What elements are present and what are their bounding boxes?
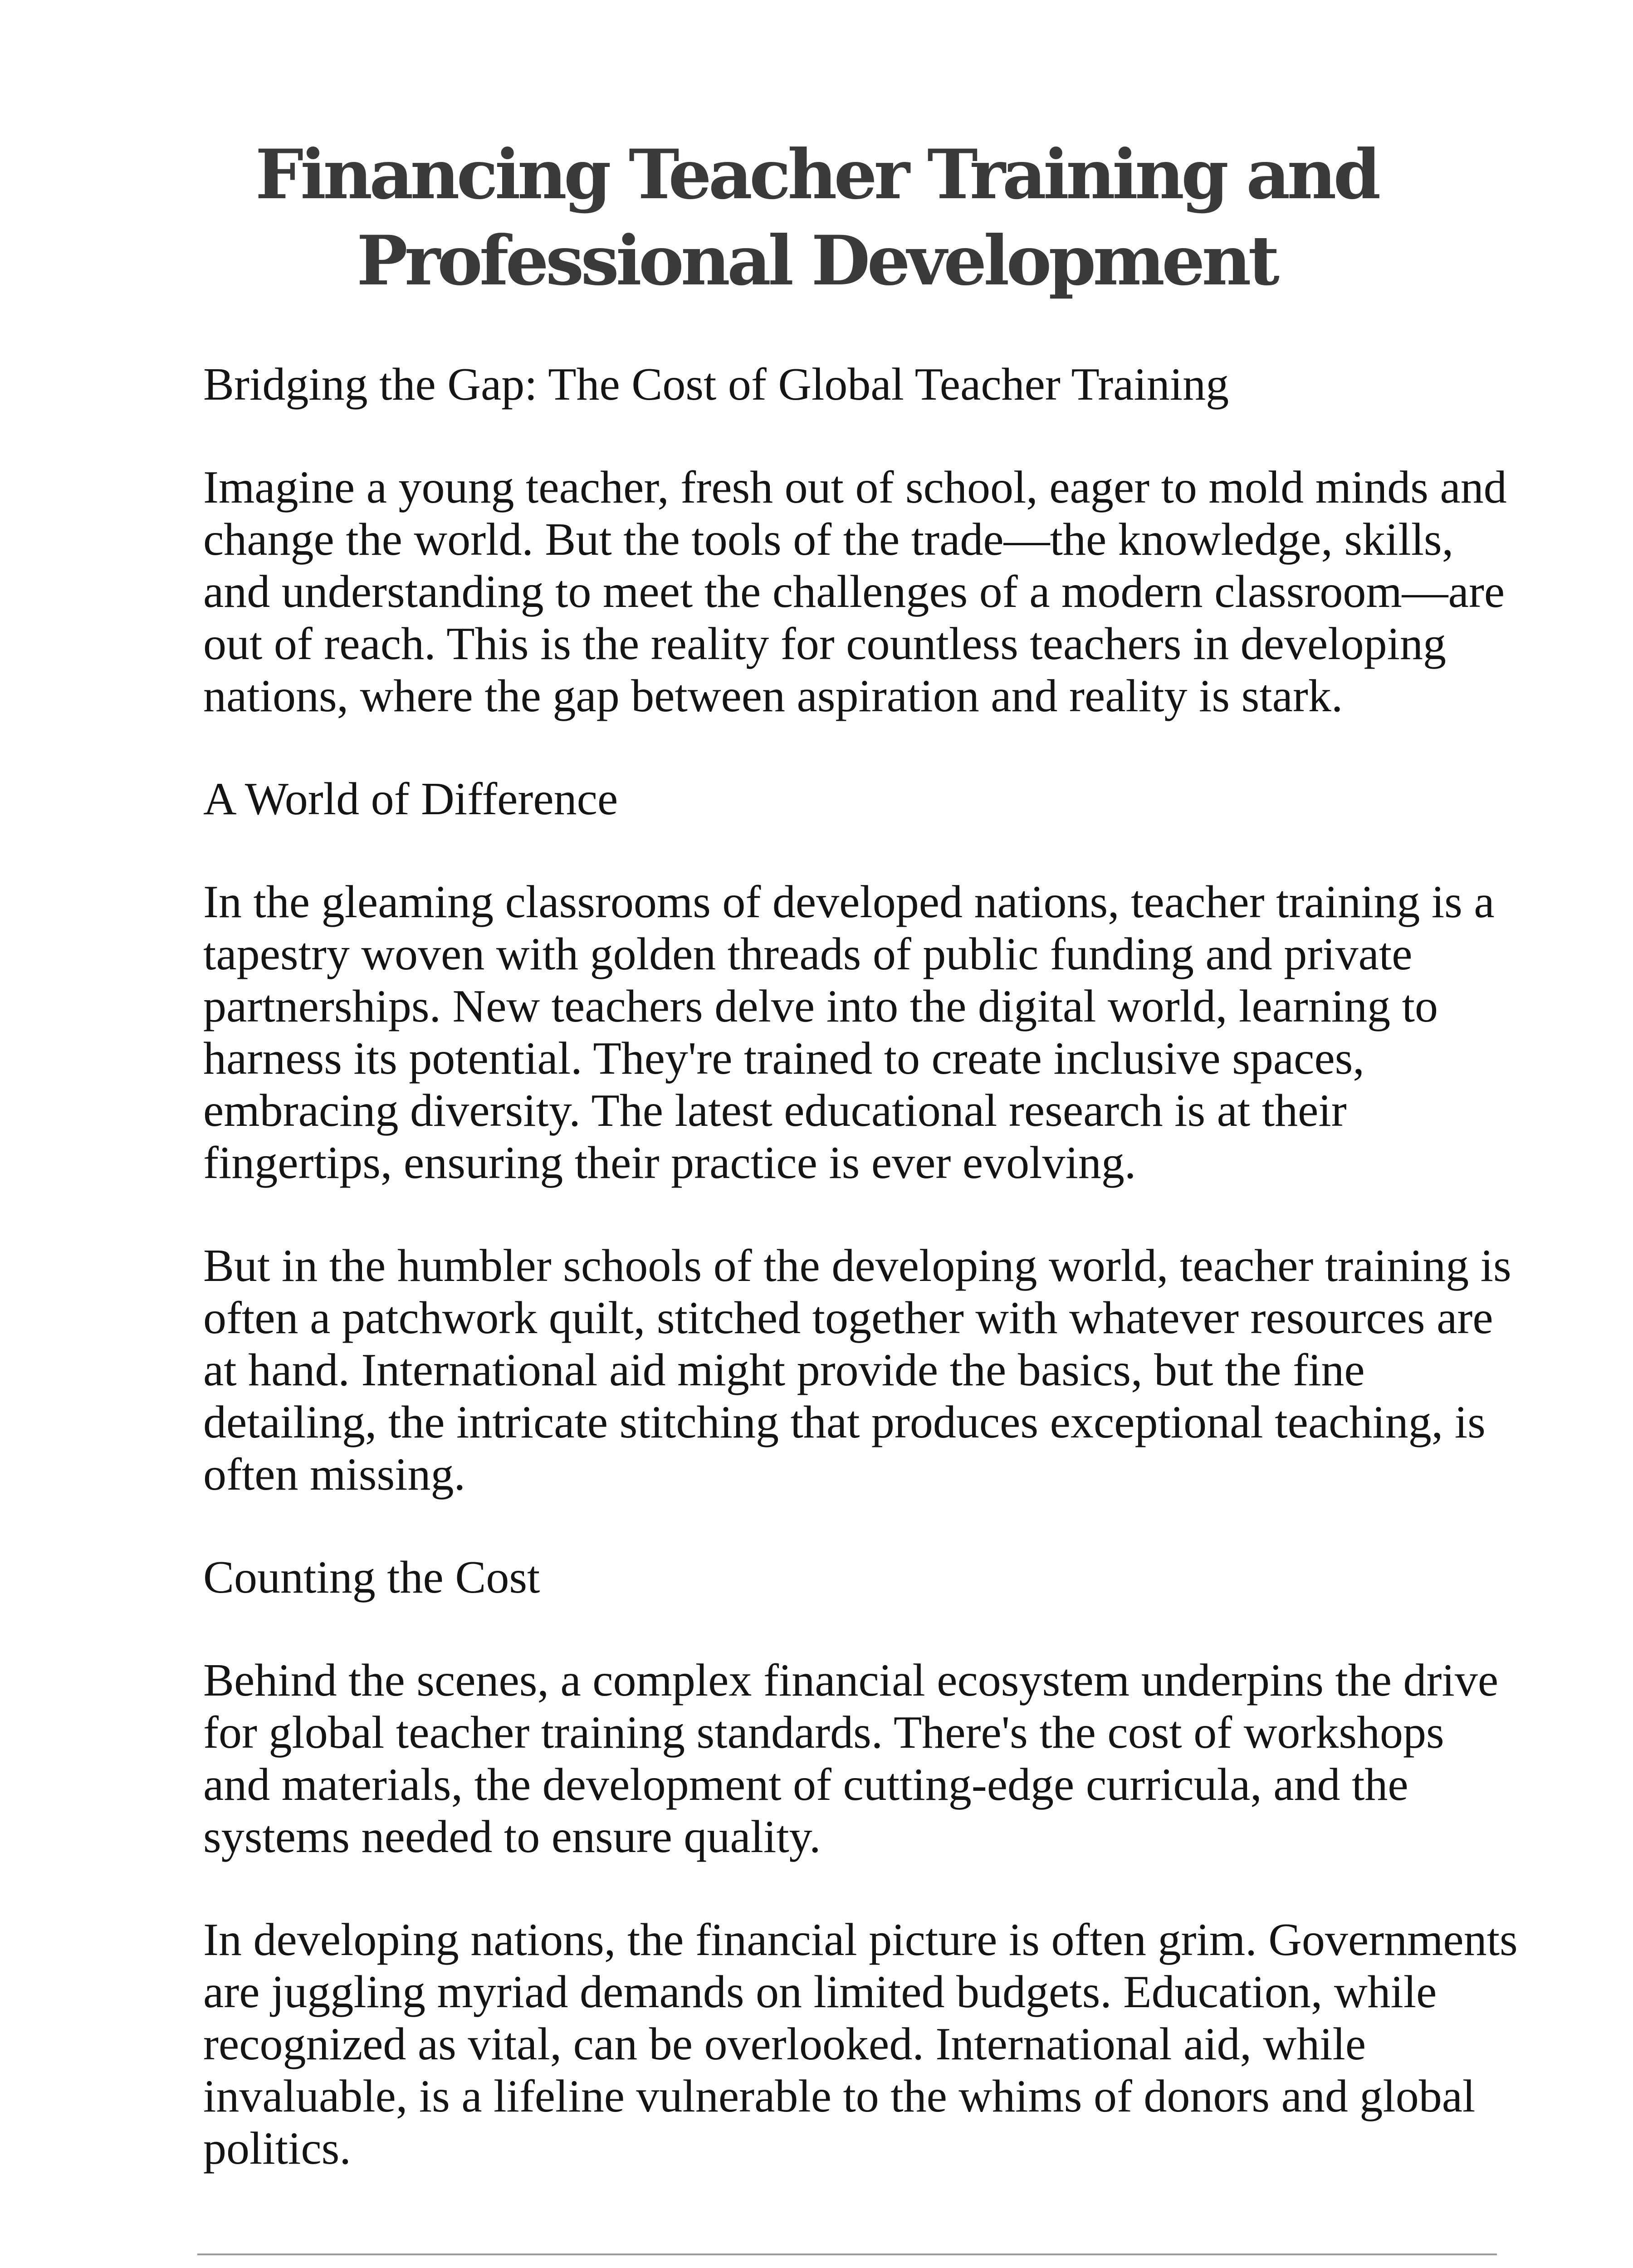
text-line: Bridging the Gap: The Cost of Global Teacher Training xyxy=(203,359,1229,410)
text-line: often a patchwork quilt, stitched together with whatever resources are xyxy=(203,1292,1493,1344)
paragraph xyxy=(203,1654,1541,1863)
body-content xyxy=(203,358,1541,2225)
text-line: for global teacher training standards. There's the cost of workshops xyxy=(203,1707,1444,1758)
text-line: In the gleaming classrooms of developed nations, teacher training is a xyxy=(203,876,1495,928)
text-line: recognized as vital, can be overlooked. International aid, while xyxy=(203,2019,1366,2070)
text-line: harness its potential. They're trained to create inclusive spaces, xyxy=(203,1033,1364,1084)
text-line: and understanding to meet the challenges of a modern classroom—are xyxy=(203,566,1505,617)
text-line: at hand. International aid might provide the basics, but the fine xyxy=(203,1344,1365,1396)
paragraph xyxy=(203,1240,1541,1501)
text-line: and materials, the development of cutting-edge curricula, and the xyxy=(203,1759,1408,1810)
text-line: fingertips, ensuring their practice is ever evolving. xyxy=(203,1137,1136,1188)
subheading-bridging-the-gap xyxy=(203,358,1541,411)
text-line: Behind the scenes, a complex financial ecosystem underpins the drive xyxy=(203,1655,1499,1706)
subheading-counting-the-cost xyxy=(203,1551,1541,1603)
text-line: are juggling myriad demands on limited budgets. Education, while xyxy=(203,1966,1437,2018)
text-line: But in the humbler schools of the developing world, teacher training is xyxy=(203,1240,1511,1291)
text-line: often missing. xyxy=(203,1449,465,1500)
footer-divider xyxy=(197,2253,1497,2255)
text-line: nations, where the gap between aspiration and reality is stark. xyxy=(203,670,1343,722)
page-title xyxy=(136,132,1497,304)
paragraph xyxy=(203,876,1541,1189)
text-line: Counting the Cost xyxy=(203,1552,540,1603)
title-line: Professional Development xyxy=(357,221,1276,301)
text-line: embracing diversity. The latest educational research is at their xyxy=(203,1085,1347,1136)
text-line: In developing nations, the financial picture is often grim. Governments xyxy=(203,1914,1518,1965)
paragraph xyxy=(203,1914,1541,2175)
title-line: Financing Teacher Training and xyxy=(255,135,1378,215)
text-line: invaluable, is a lifeline vulnerable to the whims of donors and global xyxy=(203,2071,1476,2122)
text-line: partnerships. New teachers delve into the digital world, learning to xyxy=(203,981,1438,1032)
text-line: politics. xyxy=(203,2123,351,2174)
text-line: systems needed to ensure quality. xyxy=(203,1811,821,1862)
text-line: Imagine a young teacher, fresh out of school, eager to mold minds and xyxy=(203,462,1507,513)
text-line: out of reach. This is the reality for countless teachers in developing xyxy=(203,618,1446,670)
text-line: A World of Difference xyxy=(203,773,618,825)
text-line: tapestry woven with golden threads of public funding and private xyxy=(203,929,1413,980)
text-line: change the world. But the tools of the trade—the knowledge, skills, xyxy=(203,514,1454,565)
subheading-world-of-difference xyxy=(203,773,1541,825)
text-line: detailing, the intricate stitching that produces exceptional teaching, is xyxy=(203,1397,1486,1448)
paragraph xyxy=(203,461,1541,722)
